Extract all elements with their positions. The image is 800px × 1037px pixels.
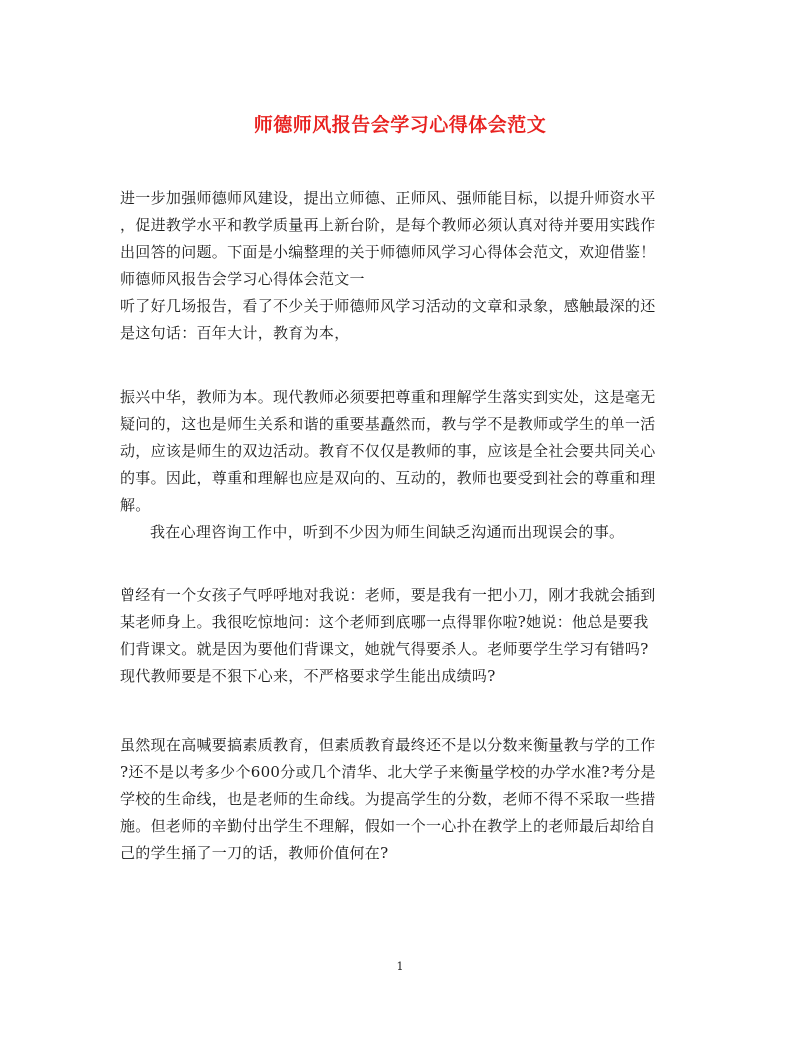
body-line: 出回答的问题。下面是小编整理的关于师德师风学习心得体会范文，欢迎借鉴！ <box>120 243 656 261</box>
body-line: 施。但老师的辛勤付出学生不理解，假如一个一心扑在教学上的老师最后却给自 <box>120 817 656 835</box>
body-line: 己的学生捅了一刀的话，教师价值何在? <box>120 844 389 862</box>
body-line: 我在心理咨询工作中，听到不少因为师生间缺乏沟通而出现误会的事。 <box>150 523 625 541</box>
body-line: 是这句话：百年大计，教育为本， <box>120 324 350 342</box>
body-line: 虽然现在高喊要搞素质教育，但素质教育最终还不是以分数来衡量教与学的工作 <box>120 736 656 754</box>
section-heading: 师德师风报告会学习心得体会范文一 <box>120 270 365 288</box>
body-line: 振兴中华，教师为本。现代教师必须要把尊重和理解学生落实到实处，这是毫无 <box>120 388 656 406</box>
body-line: 曾经有一个女孩子气呼呼地对我说：老师，要是我有一把小刀，刚才我就会插到 <box>120 586 656 604</box>
body-line: 疑问的，这也是师生关系和谐的重要基矗然而，教与学不是教师或学生的单一活 <box>120 415 656 433</box>
body-line: 动，应该是师生的双边活动。教育不仅仅是教师的事，应该是全社会要共同关心 <box>120 442 656 460</box>
body-line: 们背课文。就是因为要他们背课文，她就气得要杀人。老师要学生学习有错吗? <box>120 640 649 658</box>
body-line: 某老师身上。我很吃惊地问：这个老师到底哪一点得罪你啦?她说：他总是要我 <box>120 613 649 631</box>
body-line: 进一步加强师德师风建设，提出立师德、正师风、强师能目标，以提升师资水平 <box>120 189 656 207</box>
body-line: ，促进教学水平和教学质量再上新台阶，是每个教师必须认真对待并要用实践作 <box>120 216 656 234</box>
body-line: ?还不是以考多少个600分或几个清华、北大学子来衡量学校的办学水准?考分是 <box>120 763 656 781</box>
body-line: 的事。因此，尊重和理解也应是双向的、互动的，教师也要受到社会的尊重和理 <box>120 469 656 487</box>
body-line: 解。 <box>120 496 151 514</box>
body-line: 学校的生命线，也是老师的生命线。为提高学生的分数，老师不得不采取一些措 <box>120 790 656 808</box>
page-title: 师德师风报告会学习心得体会范文 <box>253 114 547 136</box>
body-line: 听了好几场报告，看了不少关于师德师风学习活动的文章和录象，感触最深的还 <box>120 297 656 315</box>
page-number: 1 <box>396 960 404 973</box>
body-line: 现代教师要是不狠下心来，不严格要求学生能出成绩吗? <box>120 667 496 685</box>
